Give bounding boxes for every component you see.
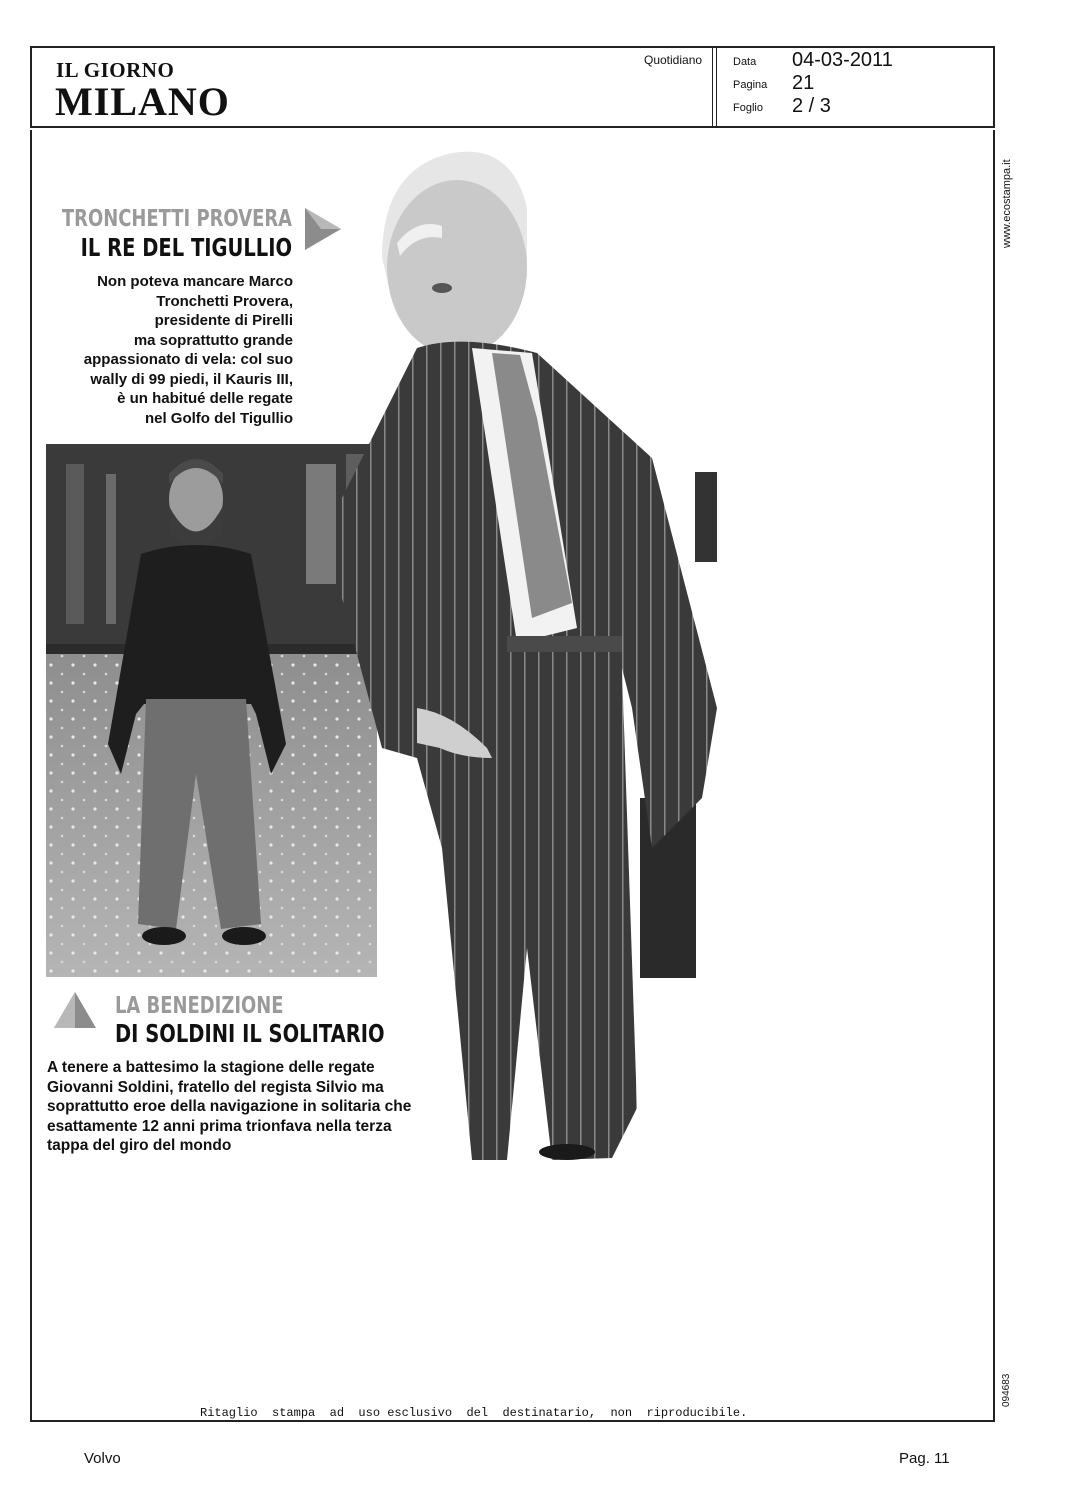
photo-tronchetti-provera: [322, 148, 722, 1160]
clipping-disclaimer: Ritaglio stampa ad uso esclusivo del destinatario, non riproducibile.: [200, 1406, 748, 1420]
kicker-bottom: LA BENEDIZIONE: [115, 993, 284, 1019]
article-body-bottom: [47, 1058, 477, 1156]
header-divider: [712, 46, 713, 128]
foglio-value: 2 / 3: [792, 95, 831, 117]
body-line: Non poteva mancare Marco: [97, 273, 293, 290]
pagina-value: 21: [792, 72, 815, 94]
publication-name: IL GIORNO: [56, 58, 175, 82]
body-line: nel Golfo del Tigullio: [144, 409, 293, 427]
body-line: wally di 99 piedi, il Kauris III,: [90, 370, 293, 388]
foglio-label: Foglio: [733, 102, 763, 114]
clipping-code: 094683: [1001, 1373, 1012, 1407]
body-line: soprattutto eroe della navigazione in solitaria che: [47, 1098, 412, 1115]
body-line: tappa del giro del mondo: [47, 1137, 232, 1154]
data-value: 04-03-2011: [792, 49, 893, 71]
page-number: Pag. 11: [899, 1450, 950, 1467]
body-line: ma soprattutto grande: [133, 331, 293, 349]
body-line: appassionato di vela: col suo: [83, 351, 293, 368]
header-divider: [716, 46, 717, 128]
kicker-top: TRONCHETTI PROVERA: [61, 206, 292, 232]
headline-top: IL RE DEL TIGULLIO: [80, 233, 292, 262]
body-line: esattamente 12 anni prima trionfava nella terza: [47, 1117, 392, 1135]
arrow-up-icon: [52, 990, 98, 1030]
article-body-top: [50, 272, 293, 428]
body-line: presidente di Pirelli: [154, 312, 293, 329]
client-name: Volvo: [84, 1450, 121, 1467]
body-line: Giovanni Soldini, fratello del regista Silvio ma: [47, 1078, 384, 1096]
pagina-label: Pagina: [733, 79, 768, 91]
body-line: Tronchetti Provera,: [156, 292, 293, 310]
data-label: Data: [733, 56, 757, 68]
source-url: www.ecostampa.it: [1001, 159, 1013, 248]
publication-type: Quotidiano: [644, 53, 703, 67]
body-line: è un habitué delle regate: [117, 390, 293, 407]
headline-bottom: DI SOLDINI IL SOLITARIO: [115, 1019, 385, 1048]
publication-edition: MILANO: [55, 79, 230, 124]
body-line: A tenere a battesimo la stagione delle regate: [47, 1059, 375, 1076]
arrow-right-icon: [303, 206, 343, 252]
